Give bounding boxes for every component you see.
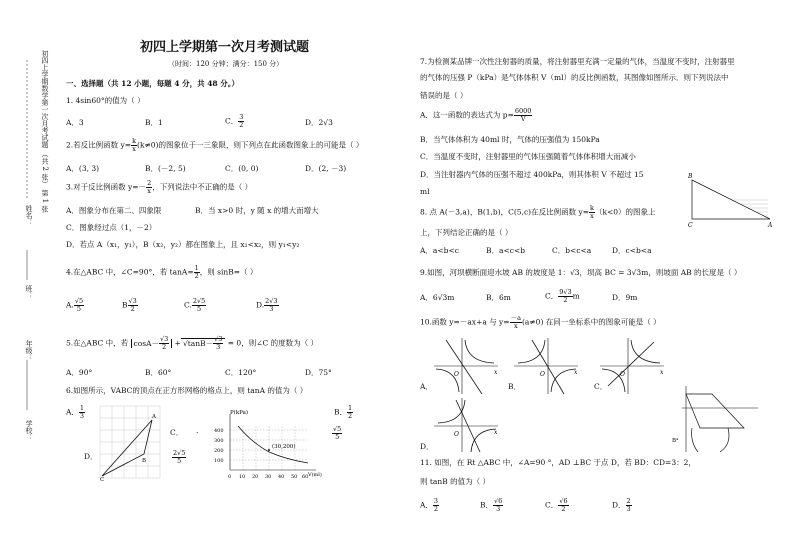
q11-stem: 11. 如图，在 Rt △ABC 中，∠A=90 °，AD ⊥BC 于点 D，若 BD：CD=3：2， [420, 458, 696, 467]
graph-point-label: (30,200) [272, 444, 296, 450]
graph-ylabel: P(kPa) [230, 410, 249, 416]
q8-stem: 8. 点 A(－3,a)，B(1,b)，C(5,c)在反比例函数 y= $\frac{k}{x}$ （k<0）的图象上 [420, 204, 656, 220]
side-dash-line [22, 60, 32, 500]
grid-label-b: B [142, 458, 147, 464]
q7-option-a: A．这一函数的表达式为 p= $\frac{6000}{V}$ [420, 107, 532, 123]
q8-option-b: B．a<c<b [486, 246, 526, 255]
fig-label-c: C [688, 222, 693, 229]
q6-option-c-label: C． [170, 428, 184, 437]
fig-label-b: B [688, 173, 693, 180]
axis-x: x [494, 429, 498, 436]
graph-ytick: 200 [214, 448, 224, 454]
graph-xtick: 50 [291, 474, 298, 480]
q7-option-d: D．当注射器内气体的压强不超过 400kPa，则其体积 V 不超过 15 [420, 170, 644, 179]
school-label: 学校： [25, 420, 33, 441]
q4-option-a: A. $\frac{√5}{5}$ [66, 297, 84, 313]
q6-option-c: $\frac{√5}{5}$ [333, 425, 342, 441]
grid-label-a: A [152, 414, 156, 420]
q8-option-d: D．c<b<a [612, 246, 652, 255]
q3-option-a: A．图象分布在第二、四象限 [66, 206, 162, 215]
q6-option-d-label: D． [84, 452, 98, 461]
q1-option-a: A．3 [66, 118, 84, 127]
q3-option-b: B．当 x>0 时，y 随 x 的增大而增大 [195, 206, 319, 215]
q10-option-a: A． [420, 382, 433, 391]
graph-xtick: 10 [239, 474, 246, 480]
axis-origin: O [620, 371, 625, 378]
side-strip-title: 初四上学期数学第一次月考试题 （共 2 张） 第 1 张 [41, 50, 49, 213]
q5-stem: 5.在△ABC 中，若 cosA－ $\frac{√3}{2}$ + √tanB－ $\frac{√3}{3}$ = 0，则∠C 的度数为（ ） [66, 335, 318, 351]
q6-option-b: B． $\frac{1}{2}$ [334, 404, 353, 420]
graph-xtick: 0 [228, 474, 232, 480]
q11-line2: 则 tanB 的值为（ ） [420, 477, 490, 486]
q6-grid-figure [100, 406, 160, 481]
graph-xtick: 40 [278, 474, 285, 480]
q11-figure [672, 384, 762, 454]
axis-x: x [574, 369, 578, 376]
q7-option-b: B．当气体体积为 40ml 时，气体的压强值为 150kPa [420, 135, 600, 144]
class-label: 班： [25, 285, 33, 299]
q6-stem: 6.如图所示，VABC的顶点在正方形网格的格点上，则 tanA 的值为（ ） [66, 386, 308, 395]
q7-line2: 的气体的压强 P（kPa）是气体体积 V（ml）的反比例函数，其图像如图所示．则下列说法中 [420, 73, 729, 82]
q7-pressure-graph [208, 408, 322, 482]
grade-label: 年级： [25, 340, 33, 361]
q8-option-c: C．b<c<a [552, 246, 592, 255]
graph-ytick: 400 [214, 428, 224, 434]
q10-option-b: B． [508, 382, 522, 391]
q7-line1: 7.为检测某品牌一次性注射器的质量，将注射器里充满一定量的气体，当温度不变时，注射器里 [420, 57, 735, 66]
q7-option-d-cont: ml [420, 187, 430, 196]
q1-option-b: B．1 [145, 118, 163, 127]
q1-option-c: C． $\frac{3}{2}$ [225, 113, 244, 129]
q8-line2: 上，下列结论正确的是（ ） [420, 228, 513, 237]
q6-option-d: $\frac{2√5}{5}$ [173, 449, 186, 465]
q11-figure-label: B⁴ [672, 438, 679, 444]
axis-origin: O [454, 371, 459, 378]
q5-option-c: C．120° [225, 368, 257, 377]
section-heading: 一、选择题（共 12 小题，每题 4 分，共 48 分。） [66, 79, 240, 88]
q6-dot: . [196, 426, 199, 435]
q1-option-d: D．2√3 [305, 118, 333, 127]
q5-option-b: B．60° [145, 368, 172, 377]
graph-xtick: 20 [252, 474, 259, 480]
q2-option-c: C．(0, 0) [225, 164, 259, 173]
q4-stem: 4.在△ABC 中，∠C=90°，若 tanA= $\frac{1}{2}$ ，则 sinB=（ ） [66, 264, 258, 280]
fig-label-a: A [768, 222, 773, 229]
q7-option-c: C．当温度不变时，注射器里的气体压强随着气体体积增大而减小 [420, 152, 636, 161]
q8-option-a: A．a<b<c [420, 246, 459, 255]
axis-origin: O [540, 371, 545, 378]
q7-line3: 错误的是（ ） [420, 91, 468, 100]
page-subtitle: （时间：120 分钟；满分：150 分） [168, 60, 284, 68]
page-title: 初四上学期第一次月考测试题 [140, 40, 310, 55]
q11-option-c: C． $\frac{√6}{2}$ [545, 497, 568, 513]
q10-option-d: D． [420, 442, 434, 451]
q1-stem: 1. 4sin60°的值为（ ） [66, 96, 145, 105]
graph-ytick: 100 [214, 458, 224, 464]
q6-option-a: A． $\frac{1}{3}$ [66, 404, 85, 420]
q9-option-c: C． $\frac{9√3}{2}$ m [545, 288, 580, 304]
q9-stem: 9.如图，河坝横断面迎水坡 AB 的坡度是 1：√3，坝高 BC = 3√3m，则坡面 AB 的长度是（ ） [420, 268, 742, 277]
q4-option-b: B $\frac{√3}{2}$ [122, 297, 137, 313]
q9-option-d: D．9m [612, 293, 638, 302]
q3-option-d: D．若点 A（x₁，y₁），B（x₂，y₂）都在图象上，且 x₁<x₂，则 y₁<y₂ [66, 240, 300, 249]
axis-x: x [494, 369, 498, 376]
q2-option-b: B．(－2, 5) [145, 164, 186, 173]
q9-slope-figure [684, 172, 776, 228]
q2-option-a: A．(3, 3) [66, 164, 100, 173]
name-label: 姓名： [25, 205, 33, 226]
graph-xtick: 60 [302, 474, 309, 480]
q4-option-d: D. $\frac{2√3}{3}$ [256, 297, 278, 313]
q4-option-c: C. $\frac{2√5}{5}$ [184, 297, 206, 313]
q5-option-d: D．75° [305, 368, 332, 377]
axis-origin: O [454, 431, 459, 438]
q10-graph-a [432, 336, 502, 396]
axis-x: x [660, 369, 664, 376]
q10-graph-c [598, 336, 668, 396]
q10-graph-b [512, 336, 582, 396]
q2-option-d: D．(2, －3) [305, 164, 347, 173]
grid-label-c: C [100, 477, 105, 483]
q9-option-a: A．6√3m [420, 293, 455, 302]
q3-option-c: C．图象经过点（1，－2） [66, 223, 157, 232]
q10-graph-d [432, 396, 502, 454]
graph-xlabel: V(ml) [308, 472, 322, 478]
graph-ytick: 300 [214, 438, 224, 444]
q5-option-a: A．90° [66, 368, 93, 377]
q10-option-c: C． [594, 382, 608, 391]
q2-stem: 2.若反比例函数 y= $\frac{k}{x}$ (k≠0)的图象位于一三象限，则下列点在此函数图象上的可能是（ ） [66, 137, 364, 153]
q9-option-b: B．6m [486, 293, 511, 302]
q11-option-d: D． $\frac{2}{3}$ [612, 497, 631, 513]
q3-stem: 3.对于反比例函数 y=－ $\frac{2}{x}$ ，下列说法中不正确的是（ ） [66, 179, 253, 195]
q10-stem: 10.函数 y=－ax+a 与 y= $\frac{-a}{x}$ (a≠0) 在同一坐标系中的图象可能是（ ） [420, 314, 661, 330]
graph-xtick: 30 [265, 474, 272, 480]
q11-option-b: B． $\frac{√6}{3}$ [480, 497, 503, 513]
q11-option-a: A． $\frac{3}{2}$ [420, 497, 439, 513]
